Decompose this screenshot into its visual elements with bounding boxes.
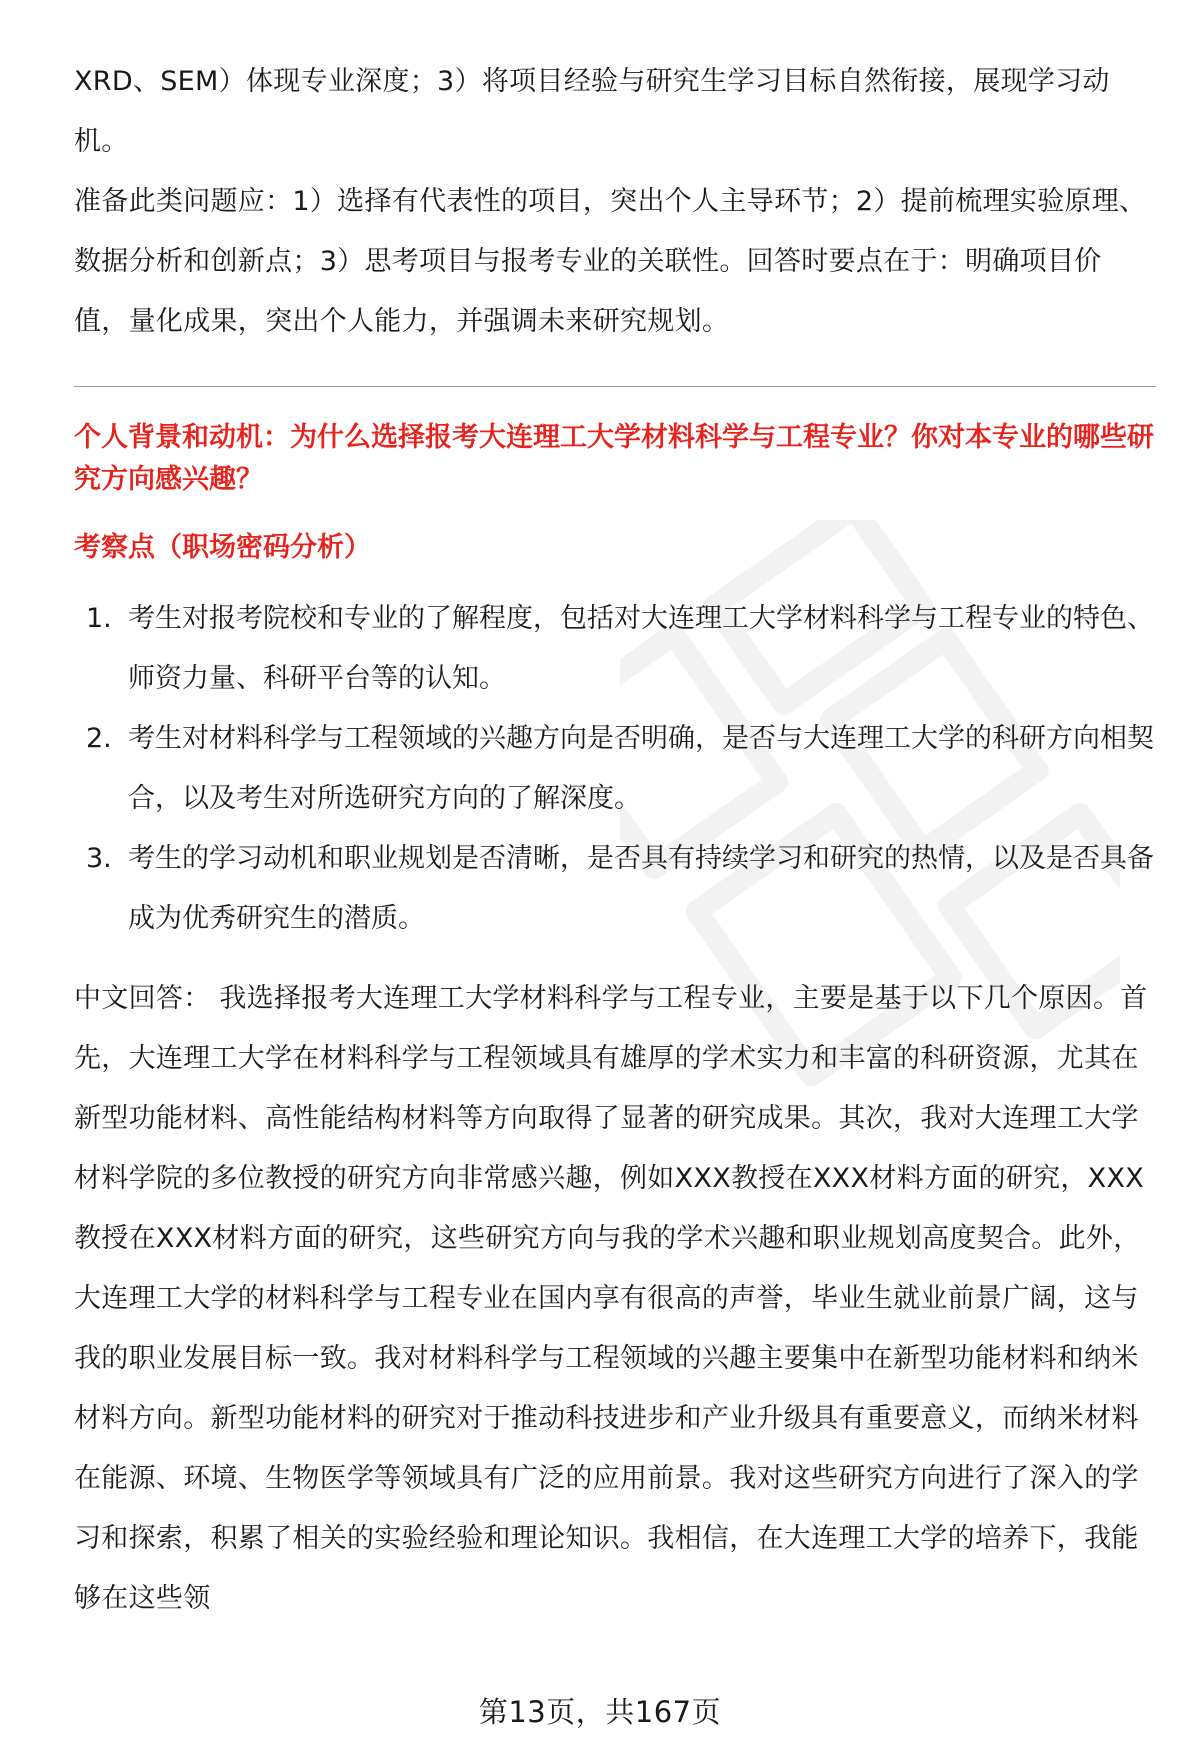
list-item bbox=[74, 709, 1154, 829]
answer-paragraph: 中文回答： 我选择报考大连理工大学材料科学与工程专业，主要是基于以下几个原因。首先，大连理工大学在材料科学与工程领域具有雄厚的学术实力和丰富的科研资源，尤其在新型功能材料、高性能结构材料等方向取得了显著的研究成果。其次，我对大连理工大学材料学院的多位教授的研究方向非常感兴趣，例如XXX教授在XXX材料方面的研究，XXX教授在XXX材料方面的研究，这些研究方向与我的学术兴趣和职业规划高度契合。此外，大连理工大学的材料科学与工程专业在国内享有很高的声誉，毕业生就业前景广阔，这与我的职业发展目标一致。我对材料科学与工程领域的兴趣主要集中在新型功能材料和纳米材料方向。新型功能材料的研究对于推动科技进步和产业升级具有重要意义，而纳米材料在能源、环境、生物医学等领域具有广泛的应用前景。我对这些研究方向进行了深入的学习和探索，积累了相关的实验经验和理论知识。我相信，在大连理工大学的培养下，我能够在这些领 bbox=[74, 983, 1148, 1614]
question-heading: 个人背景和动机：为什么选择报考大连理工大学材料科学与工程专业？你对本专业的哪些研究方向感兴趣？ bbox=[74, 422, 1154, 495]
list-item-text: 考生的学习动机和职业规划是否清晰，是否具有持续学习和研究的热情，以及是否具备成为优秀研究生的潜质。 bbox=[128, 843, 1154, 934]
list-item bbox=[74, 829, 1154, 949]
list-item-number: 1. bbox=[86, 603, 112, 634]
intro-paragraph-2: 准备此类问题应：1）选择有代表性的项目，突出个人主导环节；2）提前梳理实验原理、数据分析和创新点；3）思考项目与报考专业的关联性。回答时要点在于：明确项目价值，量化成果，突出个人能力，并强调未来研究规划。 bbox=[74, 186, 1147, 337]
list-item-text: 考生对材料科学与工程领域的兴趣方向是否明确，是否与大连理工大学的科研方向相契合，以及考生对所选研究方向的了解深度。 bbox=[128, 723, 1154, 814]
assessment-title: 考察点（职场密码分析） bbox=[74, 532, 371, 563]
list-item-number: 2. bbox=[86, 723, 112, 754]
page-number: 第13页，共167页 bbox=[478, 1695, 722, 1729]
section-divider bbox=[74, 386, 1156, 387]
intro-paragraph-1: XRD、SEM）体现专业深度；3）将项目经验与研究生学习目标自然衔接，展现学习动机。 bbox=[74, 66, 1110, 157]
list-item-number: 3. bbox=[86, 843, 112, 874]
assessment-list bbox=[74, 589, 1154, 949]
list-item bbox=[74, 589, 1154, 709]
page-content bbox=[74, 52, 1154, 1629]
list-item-text: 考生对报考院校和专业的了解程度，包括对大连理工大学材料科学与工程专业的特色、师资力量、科研平台等的认知。 bbox=[128, 603, 1154, 694]
